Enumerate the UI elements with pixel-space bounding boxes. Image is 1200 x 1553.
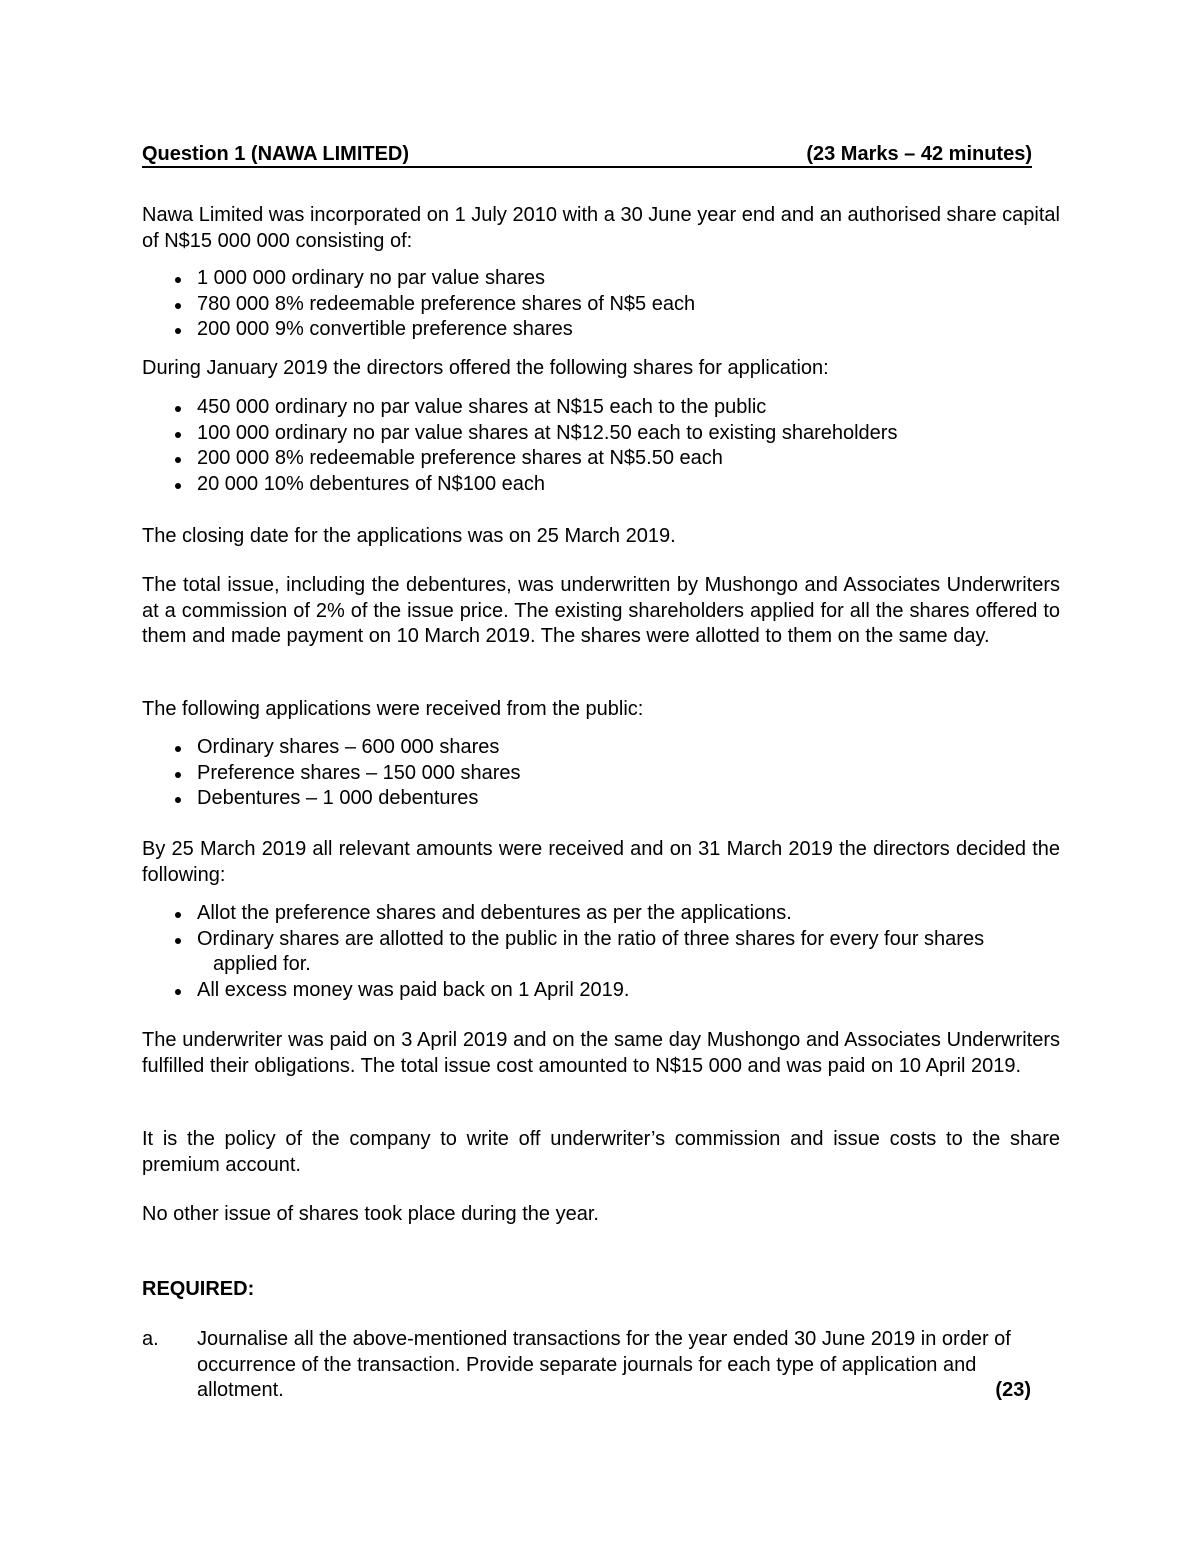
- required-item-text: Journalise all the above-mentioned transactions for the year ended 30 June 2019 in order of occurrence of the transaction. Provide separate journals for each type of application and allotment.: [197, 1328, 1011, 1401]
- list-item: 200 000 9% convertible preference shares: [142, 317, 1060, 343]
- list-item: [142, 927, 1060, 978]
- list-item: 200 000 8% redeemable preference shares at N$5.50 each: [142, 446, 1060, 472]
- list-item-text: All excess money was paid back on 1 April 2019.: [197, 978, 630, 1001]
- underwriter-paid-paragraph: The underwriter was paid on 3 April 2019 and on the same day Mushongo and Associates Underwriters fulfilled their obligations. The total issue cost amounted to N$15 000 and was paid on 10 April 2019.: [142, 1029, 1060, 1077]
- list-item: Debentures – 1 000 debentures: [142, 786, 1060, 812]
- list-item: 100 000 ordinary no par value shares at N$12.50 each to existing shareholders: [142, 421, 1060, 447]
- question-heading: [142, 142, 1032, 168]
- underwriting-paragraph: The total issue, including the debentures, was underwritten by Mushongo and Associates Underwriters at a commission of 2% of the issue price. The existing shareholders applied for all the shares offered to them and made payment on 10 March 2019. The shares were allotted to them on the same day.: [142, 574, 1060, 647]
- list-item-continuation: applied for.: [213, 953, 311, 975]
- question-marks: (23 Marks – 42 minutes): [806, 143, 1032, 165]
- authorised-capital-list: [142, 266, 1060, 343]
- intro-paragraph: Nawa Limited was incorporated on 1 July 2010 with a 30 June year end and an authorised share capital of N$15 000 000 consisting of:: [142, 204, 1060, 252]
- question-title: Question 1 (NAWA LIMITED): [142, 143, 410, 165]
- list-item: [142, 901, 1060, 927]
- list-item: 450 000 ordinary no par value shares at N$15 each to the public: [142, 395, 1060, 421]
- offers-list: [142, 395, 1060, 497]
- required-item-marks: (23): [995, 1379, 1031, 1401]
- closing-date-paragraph: The closing date for the applications was on 25 March 2019.: [142, 525, 676, 547]
- list-item: 20 000 10% debentures of N$100 each: [142, 472, 1060, 498]
- list-item: [142, 978, 1060, 1004]
- decisions-list: [142, 901, 1060, 1003]
- list-item: 780 000 8% redeemable preference shares of N$5 each: [142, 292, 1060, 318]
- list-item: Ordinary shares – 600 000 shares: [142, 735, 1060, 761]
- list-item-text: Allot the preference shares and debentures as per the applications.: [197, 902, 792, 924]
- required-item-letter: a.: [142, 1328, 159, 1350]
- applications-list: [142, 735, 1060, 812]
- list-item: Preference shares – 150 000 shares: [142, 761, 1060, 787]
- applications-intro-paragraph: The following applications were received from the public:: [142, 698, 644, 720]
- list-item-text: Ordinary shares are allotted to the public in the ratio of three shares for every four shares: [197, 927, 985, 950]
- offer-intro-paragraph: During January 2019 the directors offered the following shares for application:: [142, 357, 829, 379]
- required-label: REQUIRED:: [142, 1278, 255, 1300]
- no-other-issue-paragraph: No other issue of shares took place during the year.: [142, 1203, 599, 1225]
- decision-intro-paragraph: By 25 March 2019 all relevant amounts were received and on 31 March 2019 the directors decided the following:: [142, 838, 1060, 886]
- policy-paragraph: It is the policy of the company to write off underwriter’s commission and issue costs to the share premium account.: [142, 1128, 1060, 1176]
- list-item: 1 000 000 ordinary no par value shares: [142, 266, 1060, 292]
